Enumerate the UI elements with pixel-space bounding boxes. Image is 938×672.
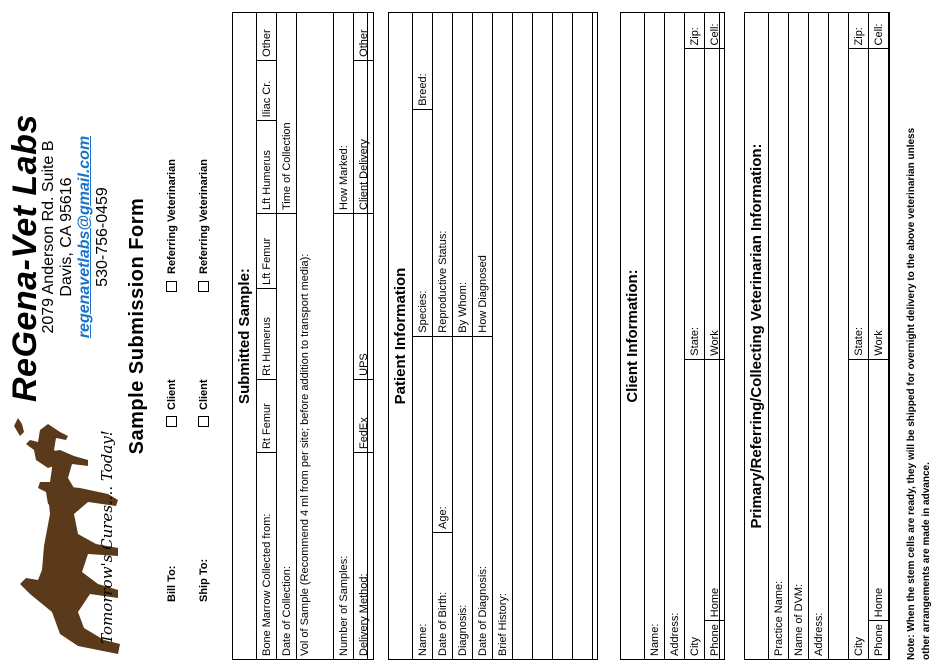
ship-to-vet-label: Referring Veterinarian (198, 159, 210, 274)
submitted-sample-title: Submitted Sample: (236, 268, 253, 404)
history-line[interactable] (573, 13, 593, 660)
how-diagnosed-field[interactable]: How Diagnosed (473, 13, 493, 337)
lab-name: ReGena-Vet Labs (6, 114, 44, 402)
ship-to-label: Ship To: (198, 558, 210, 602)
bill-to-client-checkbox[interactable] (166, 416, 177, 427)
ship-to-vet-checkbox[interactable] (198, 281, 209, 292)
breed-field[interactable]: Breed: (413, 13, 433, 110)
time-collection-field[interactable]: Time of Collection (277, 13, 297, 214)
patient-info-title: Patient Information (392, 267, 409, 405)
delivery-option[interactable]: Other (354, 13, 374, 61)
client-state-field[interactable]: State: (685, 49, 705, 359)
vet-city-field[interactable]: City (849, 359, 869, 659)
ship-to-client-label: Client (198, 379, 210, 410)
lab-address-line1: 2079 Anderson Rd. Suite B (40, 140, 57, 334)
ship-to-client-checkbox[interactable] (198, 416, 209, 427)
practice-name-field[interactable]: Practice Name: (769, 13, 789, 660)
client-zip-field[interactable]: Zip: (685, 13, 705, 49)
number-samples-field[interactable]: Number of Samples: (334, 214, 354, 660)
bill-to-vet-checkbox[interactable] (166, 281, 177, 292)
bill-to-label: Bill To: (166, 565, 178, 602)
delivery-method-label: Delivery Method: (354, 453, 374, 660)
repro-status-field[interactable]: Reproductive Status: (433, 13, 453, 337)
vet-home-phone-field[interactable]: Home (869, 359, 889, 620)
shipping-note-line1: Note: When the stem cells are ready, they will be shipped for overnight delivery to the above veterinarian unless (906, 127, 917, 660)
how-marked-field[interactable]: How Marked: (334, 13, 354, 214)
site-option[interactable]: Iliac Cr. (257, 60, 277, 121)
shipping-note (904, 10, 934, 660)
vet-zip-field[interactable]: Zip: (849, 13, 869, 49)
client-address-field[interactable]: Address: (665, 13, 685, 660)
dvm-name-field[interactable]: Name of DVM: (789, 13, 809, 660)
bill-to-client-label: Client (166, 379, 178, 410)
vet-state-field[interactable]: State: (849, 49, 869, 359)
client-work-phone-field[interactable]: Work (705, 49, 725, 359)
bm-sites-label: Bone Marrow Collected from: (257, 453, 277, 660)
lab-address-line2: Davis, CA 95616 (58, 177, 75, 297)
history-line[interactable] (533, 13, 553, 660)
species-field[interactable]: Species: (413, 109, 433, 336)
client-cell-phone-field[interactable]: Cell: (705, 13, 725, 49)
site-option[interactable]: Lft Humerus (257, 121, 277, 214)
vet-address-field[interactable]: Address: (809, 13, 829, 660)
client-phone-label: Phone (705, 621, 725, 660)
delivery-option[interactable]: FedEx (354, 379, 374, 452)
vet-work-phone-field[interactable]: Work (869, 49, 889, 359)
submitted-sample-table (256, 12, 374, 660)
shipping-note-line2: other arrangements are made in advance. (921, 462, 932, 660)
by-whom-field[interactable]: By Whom: (453, 13, 473, 337)
lab-email-link[interactable]: regenavetlabs@gmail.com (76, 135, 93, 339)
vet-info-table (768, 12, 889, 660)
client-name-field[interactable]: Name: (645, 13, 665, 660)
site-option[interactable]: Lft Femur (257, 214, 277, 289)
lab-phone: 530-756-0459 (94, 187, 111, 287)
history-line[interactable] (513, 13, 533, 660)
delivery-option[interactable]: Client Delivery (354, 60, 374, 213)
client-info-table (644, 12, 725, 660)
site-option[interactable]: Rt Femur (257, 379, 277, 452)
date-collection-field[interactable]: Date of Collection: (277, 214, 297, 660)
vet-phone-label: Phone (869, 621, 889, 660)
history-line[interactable] (553, 13, 573, 660)
vet-info-title: Primary/Referring/Collecting Veterinarian Information: (748, 143, 765, 529)
form-title: Sample Submission Form (126, 197, 148, 455)
vet-address-line[interactable] (829, 13, 849, 660)
diagnosis-field[interactable]: Diagnosis: (453, 336, 473, 659)
dob-field[interactable]: Date of Birth: (433, 533, 453, 660)
client-home-phone-field[interactable]: Home (705, 359, 725, 620)
tagline: Tomorrow's Cures.... Today! (98, 430, 116, 644)
site-option[interactable]: Rt Humerus (257, 288, 277, 379)
bill-to-vet-label: Referring Veterinarian (166, 159, 178, 274)
site-option[interactable]: Other (257, 13, 277, 61)
client-info-title: Client Information: (624, 269, 641, 403)
sample-volume-field[interactable]: Vol of Sample (Recommend 4 ml from per site; before addition to transport media): (297, 13, 334, 660)
delivery-option[interactable]: UPS (354, 214, 374, 380)
patient-info-table (412, 12, 593, 660)
patient-name-field[interactable]: Name: (413, 336, 433, 659)
history-field[interactable]: Brief History: (493, 13, 513, 660)
age-field[interactable]: Age: (433, 336, 453, 532)
vet-cell-phone-field[interactable]: Cell: (869, 13, 889, 49)
client-city-field[interactable]: City (685, 359, 705, 659)
date-diagnosis-field[interactable]: Date of Diagnosis: (473, 336, 493, 659)
